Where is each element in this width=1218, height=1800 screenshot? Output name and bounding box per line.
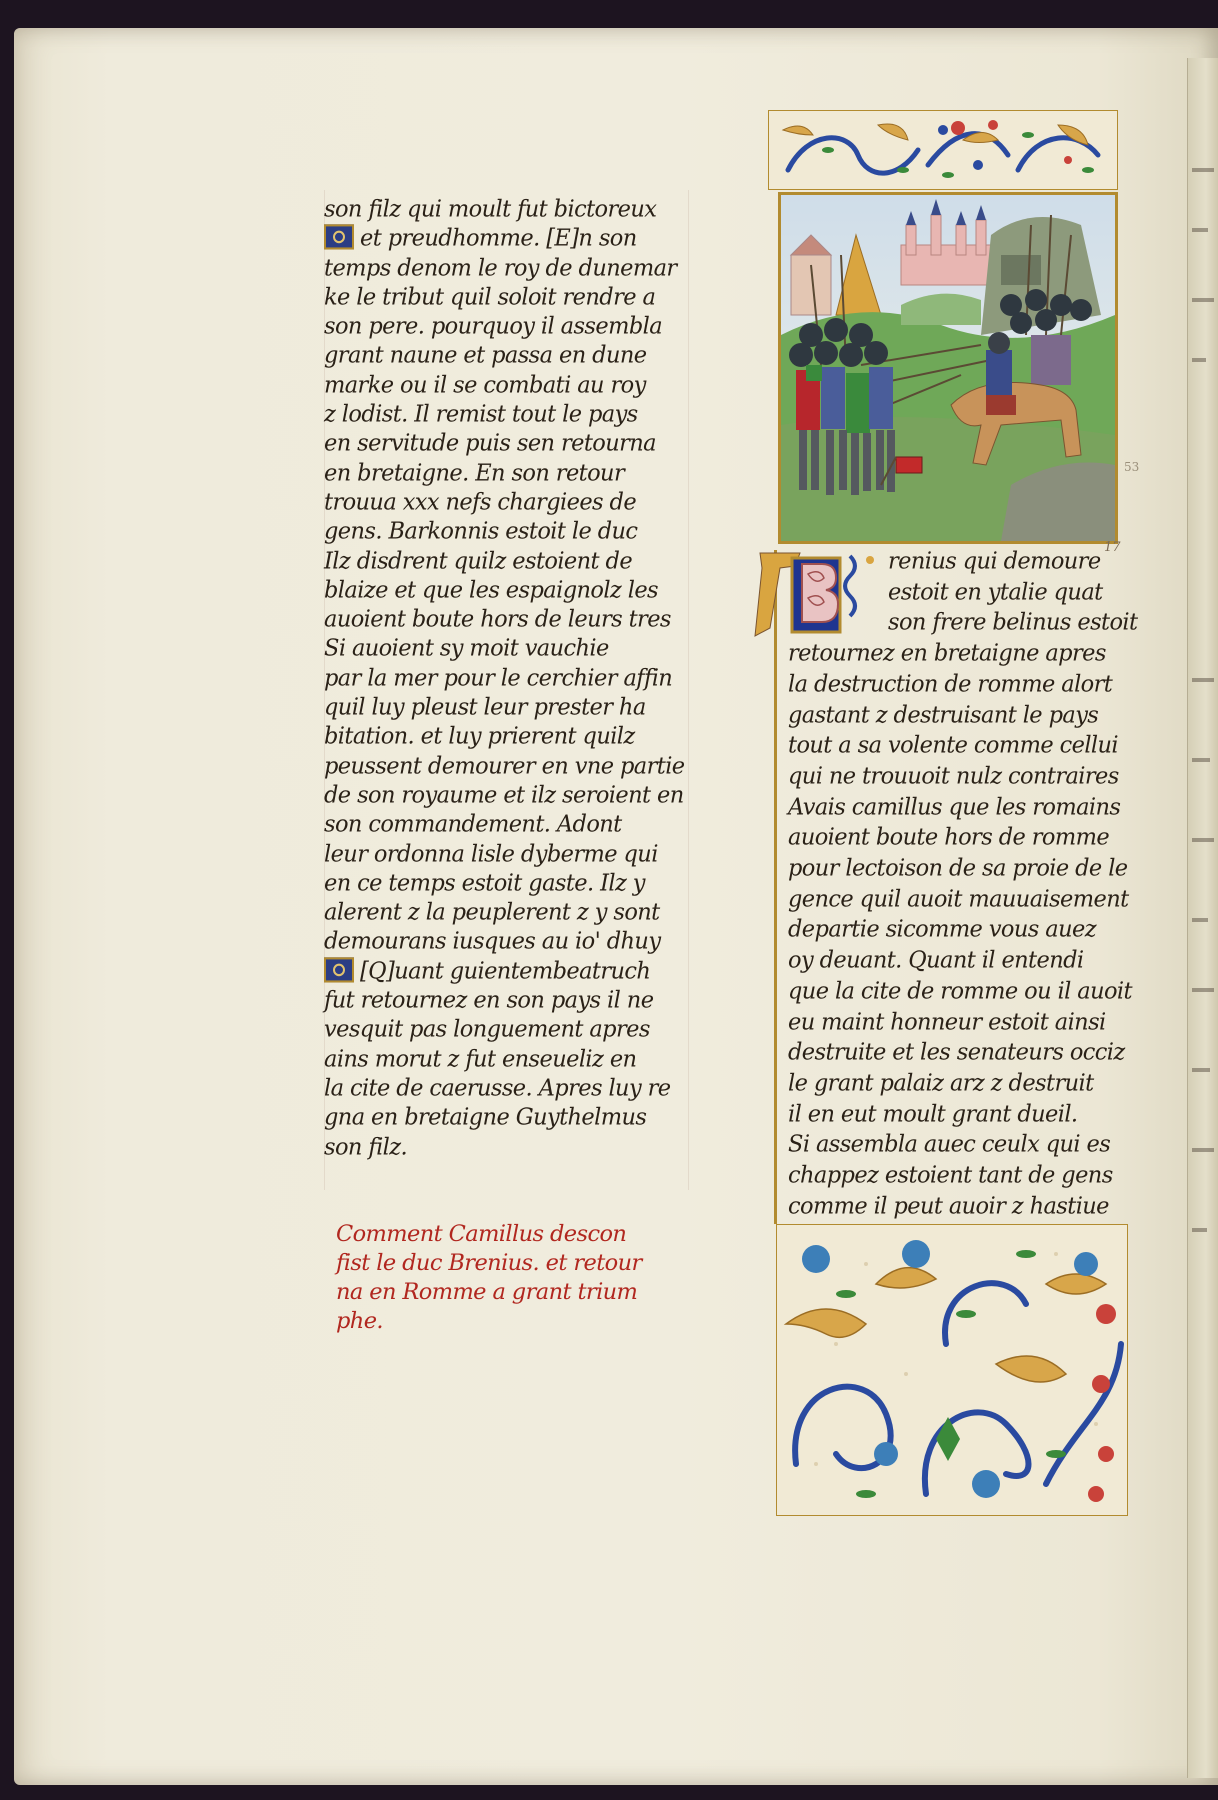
text-line: temps denom le roy de dunemar xyxy=(324,253,677,282)
text-line: retournez en bretaigne apres xyxy=(788,639,1106,667)
text-line: en servitude puis sen retourna xyxy=(324,429,656,457)
text-line: son commandement. Adont xyxy=(324,810,622,838)
text-line: fut retournez en son pays il ne xyxy=(324,986,654,1014)
text-line: Si assembla auec ceulx qui es xyxy=(788,1130,1111,1158)
text-line: son filz qui moult fut bictoreux xyxy=(324,195,657,223)
text-line: oy deuant. Quant il entendi xyxy=(788,946,1084,974)
text-line: [Q]uant guientembeatruch xyxy=(324,956,685,987)
text-line: de son royaume et ilz seroient en xyxy=(324,781,684,809)
text-line: son frere belinus estoit xyxy=(888,608,1138,637)
text-line: il en eut moult grant dueil. xyxy=(788,1099,1078,1128)
rubric-line: fist le duc Brenius. et retour xyxy=(336,1250,642,1276)
left-text-column xyxy=(324,195,685,1162)
text-line: en bretaigne. En son retour xyxy=(324,458,625,487)
decorated-initial-icon xyxy=(324,957,354,982)
floral-border-bottom xyxy=(776,1224,1128,1516)
text-line: la destruction de romme alort xyxy=(788,670,1113,698)
text-line: bitation. et luy prierent quilz xyxy=(324,722,635,750)
text-line: le grant palaiz arz z destruit xyxy=(788,1069,1094,1097)
text-line: chappez estoient tant de gens xyxy=(788,1161,1113,1189)
text-line: tout a sa volente comme cellui xyxy=(788,731,1119,759)
rubric-line: phe. xyxy=(336,1308,383,1334)
text-line: et preudhomme. [E]n son xyxy=(324,224,685,255)
text-line: Si auoient sy moit vauchie xyxy=(324,634,609,663)
text-line: comme il peut auoir z hastiue xyxy=(788,1192,1109,1220)
gold-column-rule xyxy=(774,550,777,1224)
text-line: marke ou il se combati au roy xyxy=(324,371,646,399)
text-line: peussent demourer en vne partie xyxy=(324,751,685,780)
adjacent-leaf-edge xyxy=(1187,58,1218,1778)
text-line: ke le tribut quil soloit rendre a xyxy=(324,283,656,311)
text-line: blaize et que les espaignolz les xyxy=(324,576,658,604)
text-line: estoit en ytalie quat xyxy=(888,578,1103,606)
text-line: ains morut z fut enseueliz en xyxy=(324,1044,637,1073)
text-line: gens. Barkonnis estoit le duc xyxy=(324,517,638,545)
text-line: son pere. pourquoy il assembla xyxy=(324,312,663,340)
text-line: trouua xxx nefs chargiees de xyxy=(324,488,637,516)
text-line: pour lectoison de sa proie de le xyxy=(788,854,1128,882)
text-line: gence quil auoit mauuaisement xyxy=(788,885,1129,913)
text-line: Avais camillus que les romains xyxy=(788,792,1121,821)
text-line: eu maint honneur estoit ainsi xyxy=(788,1007,1106,1036)
text-line: en ce temps estoit gaste. Ilz y xyxy=(324,869,645,897)
text-line: quil luy pleust leur prester ha xyxy=(324,693,646,721)
text-line: renius qui demoure xyxy=(888,547,1101,575)
folio-number: 17 xyxy=(1104,540,1121,555)
text-line: destruite et les senateurs occiz xyxy=(788,1038,1125,1066)
floral-border-top xyxy=(768,110,1118,190)
text-line: par la mer pour le cerchier affin xyxy=(324,664,673,692)
decorated-initial-icon xyxy=(324,225,354,250)
rubric-line: na en Romme a grant trium xyxy=(336,1279,638,1305)
ruling-line xyxy=(688,190,689,1190)
rubric-line: Comment Camillus descon xyxy=(336,1221,627,1247)
margin-pencil-note: 53 xyxy=(1124,460,1140,474)
text-line: auoient boute hors de romme xyxy=(788,823,1110,851)
text-line: Ilz disdrent quilz estoient de xyxy=(324,546,633,575)
text-line: la cite de caerusse. Apres luy re xyxy=(324,1074,671,1102)
rubric-heading xyxy=(336,1220,642,1336)
text-line: grant naune et passa en dune xyxy=(324,341,647,370)
text-line: auoient boute hors de leurs tres xyxy=(324,605,671,633)
text-line: gna en bretaigne Guythelmus xyxy=(324,1103,647,1131)
text-line: departie sicomme vous auez xyxy=(788,915,1096,944)
battle-miniature xyxy=(778,192,1118,544)
text-line: qui ne trouuoit nulz contraires xyxy=(788,762,1119,790)
text-line: leur ordonna lisle dyberme qui xyxy=(324,839,658,868)
text-line: que la cite de romme ou il auoit xyxy=(788,977,1132,1005)
text-line: alerent z la peuplerent z y sont xyxy=(324,898,660,926)
text-line: son filz. xyxy=(324,1132,408,1161)
text-line: demourans iusques au io' dhuy xyxy=(324,927,661,956)
text-line: vesquit pas longuement apres xyxy=(324,1015,650,1043)
text-line: gastant z destruisant le pays xyxy=(788,700,1099,729)
text-line: z lodist. Il remist tout le pays xyxy=(324,400,638,428)
